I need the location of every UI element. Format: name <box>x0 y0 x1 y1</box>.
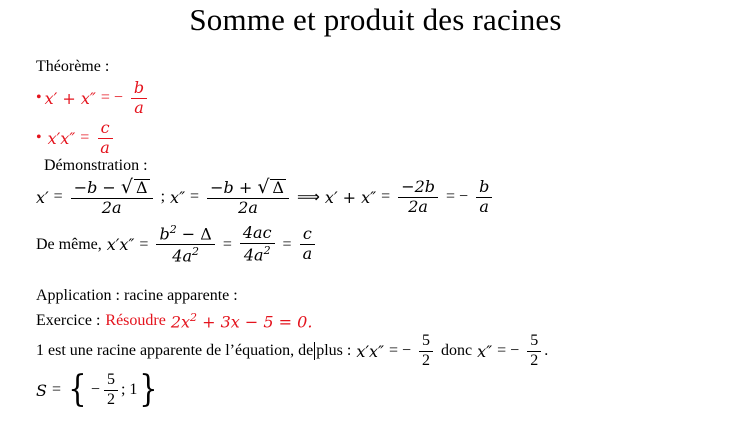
solution-lhs: S <box>36 380 47 400</box>
sent-lhs2: x″ <box>477 341 493 361</box>
sent-den: 2 <box>422 351 431 369</box>
theorem-label-text: Théorème : <box>36 58 110 75</box>
prod-num3: c <box>300 226 315 245</box>
prod-lhs: x′x″ <box>106 235 135 255</box>
sum-fraction <box>131 80 147 117</box>
sum-lhs-demo: x′ + x″ <box>324 187 377 207</box>
sum-num2-demo: b <box>476 179 492 198</box>
prod-fraction3 <box>300 226 316 263</box>
sum-den2-demo: a <box>479 196 489 216</box>
sol-num: 5 <box>104 372 118 391</box>
product-num: c <box>98 120 113 139</box>
sent-lhs: x′x″ <box>356 341 384 361</box>
implies-arrow: ⟹ <box>296 189 320 207</box>
sent-donc: donc <box>441 342 473 360</box>
apparent-root-line <box>36 333 548 370</box>
sol-den: 2 <box>106 390 115 408</box>
prod-num1-exp: 2 <box>169 223 177 236</box>
equation-rest: + 3x − 5 = 0. <box>197 312 313 332</box>
prod-num2: 4ac <box>240 225 275 244</box>
demonstration-product <box>36 224 318 265</box>
demonstration-roots <box>36 178 495 217</box>
x1-num <box>71 178 153 199</box>
prod-den1 <box>169 245 202 265</box>
exercise-text: Résoudre <box>105 312 166 330</box>
sent-end: . <box>544 342 549 360</box>
exercise-line <box>36 311 312 331</box>
sent-eq2: = − <box>497 342 520 360</box>
x1-lhs: x′ <box>36 187 49 207</box>
solution-eq: = <box>51 381 61 399</box>
page-title: Somme et produit des racines <box>189 2 562 37</box>
theorem-label <box>36 58 109 76</box>
prod-fraction1 <box>156 224 214 265</box>
sentence-b: plus : <box>316 342 352 360</box>
sent-num: 5 <box>419 333 433 352</box>
sum-den: a <box>134 97 144 117</box>
prod-den1-base: 4a <box>172 246 192 266</box>
sol-rest: ; 1 <box>120 381 138 399</box>
sum-eq2-demo: = − <box>446 188 469 206</box>
prod-num1-rest: − Δ <box>176 224 212 244</box>
prod-num1-base: b <box>159 224 170 244</box>
demonstration-label-text: Démonstration : <box>44 157 148 174</box>
sum-eq-demo: = <box>381 188 391 206</box>
application-label-text: Application : racine apparente : <box>36 287 238 304</box>
x2-num <box>207 178 289 199</box>
x2-lhs: x″ <box>170 187 186 207</box>
brace-close-icon: } <box>139 369 159 411</box>
separator: ; <box>160 188 166 206</box>
sent-den2: 2 <box>530 351 539 369</box>
theorem-product <box>36 120 116 157</box>
equation-exp: 2 <box>190 311 198 324</box>
prod-den2-exp: 2 <box>263 243 271 257</box>
sqrt-icon: √ Δ <box>120 176 148 198</box>
x1-num-pre: −b − <box>73 178 116 197</box>
sum-fraction-demo <box>398 179 438 216</box>
product-den: a <box>100 137 110 157</box>
sum-den-demo: 2a <box>408 196 428 216</box>
brace-open-icon: { <box>68 369 87 411</box>
sent-eq: = − <box>388 342 412 360</box>
sum-num-demo: −2b <box>398 179 438 198</box>
sol-minus: − <box>90 381 100 399</box>
sent-fraction <box>419 333 433 370</box>
x2-fraction <box>207 178 289 217</box>
sum-fraction2-demo <box>476 179 492 216</box>
application-label <box>36 287 238 305</box>
bullet-icon: • <box>36 129 42 147</box>
bullet-icon: • <box>36 89 42 107</box>
product-lhs: x′x″ <box>47 128 76 148</box>
x1-fraction <box>71 178 153 217</box>
sqrt-icon: √ Δ <box>257 176 284 198</box>
equation-a: 2x <box>170 312 191 332</box>
x2-den: 2a <box>238 198 258 217</box>
x2-radicand: Δ <box>272 178 284 198</box>
sum-eq: = − <box>100 89 123 107</box>
product-eq: = <box>80 129 90 147</box>
demonstration-label <box>44 157 148 175</box>
x2-eq: = <box>190 188 200 206</box>
product-fraction <box>97 120 113 157</box>
prod-eq3: = <box>282 235 292 253</box>
solution-set-line <box>36 369 160 411</box>
sent-fraction2 <box>527 333 541 370</box>
prod-den1-exp: 2 <box>191 245 199 259</box>
exercise-equation <box>171 311 313 331</box>
text-cursor <box>314 342 315 360</box>
theorem-sum <box>36 80 150 117</box>
prod-den2 <box>241 244 274 264</box>
exercise-label: Exercice : <box>36 312 101 330</box>
prod-eq2: = <box>222 235 232 253</box>
x1-den: 2a <box>101 198 122 217</box>
x1-radicand: Δ <box>136 178 148 198</box>
sent-num2: 5 <box>527 333 541 352</box>
prod-eq: = <box>139 235 149 253</box>
sol-fraction <box>104 372 118 409</box>
prod-intro: De même, <box>36 235 102 253</box>
prod-fraction2 <box>240 225 275 264</box>
prod-den2-base: 4a <box>243 245 264 265</box>
x1-eq: = <box>53 188 63 206</box>
prod-num1 <box>156 224 214 245</box>
sum-lhs: x′ + x″ <box>44 88 96 108</box>
sum-num: b <box>131 80 147 99</box>
x2-num-pre: −b + <box>210 178 253 197</box>
prod-den3: a <box>302 244 313 264</box>
sentence-a: 1 est une racine apparente de l’équation, de <box>36 342 314 360</box>
